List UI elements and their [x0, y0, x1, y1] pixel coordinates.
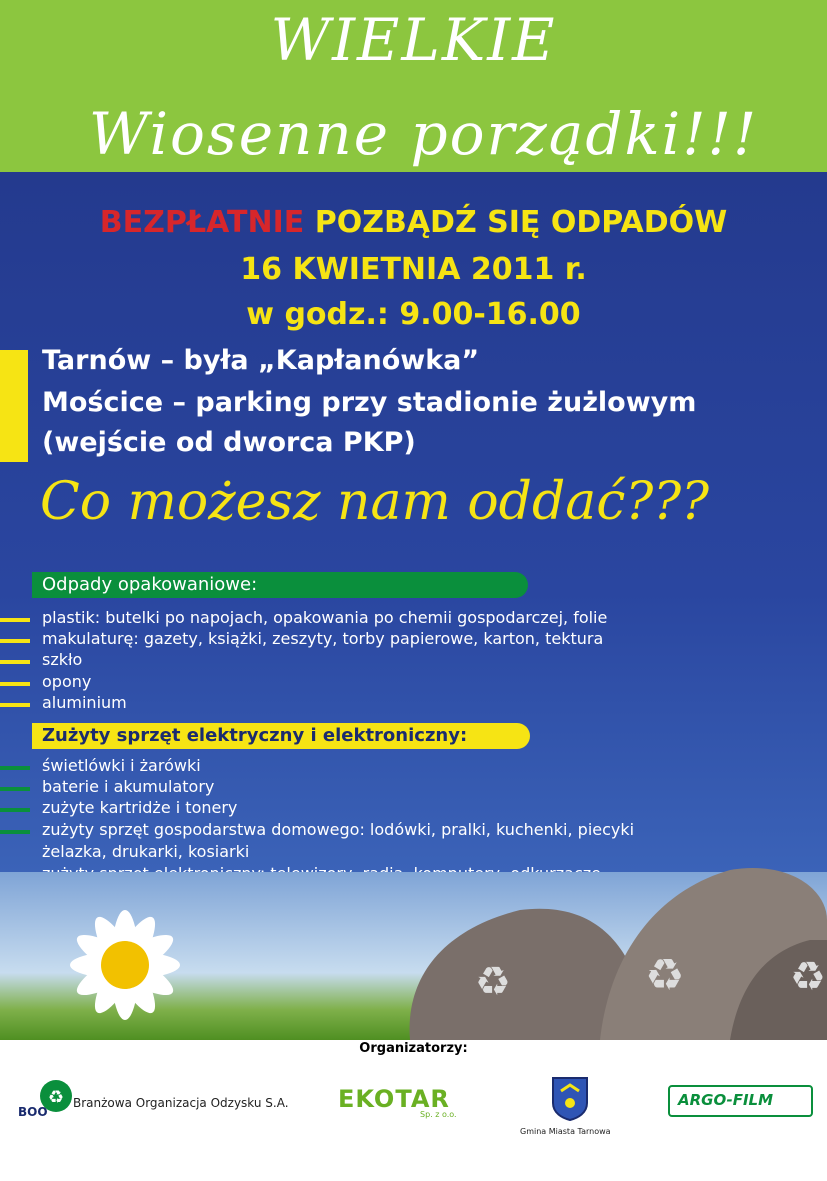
svg-text:♻: ♻	[790, 954, 826, 1000]
list-item: makulaturę: gazety, książki, zeszyty, torby papierowe, karton, tektura	[42, 629, 604, 648]
free-label: BEZPŁATNIE	[99, 205, 305, 240]
event-hours: w godz.: 9.00-16.00	[246, 297, 581, 332]
argo-film-text: ARGO-FILM	[678, 1091, 774, 1109]
bullet	[0, 682, 30, 686]
svg-text:♻: ♻	[645, 950, 685, 1001]
bullet	[0, 766, 30, 770]
list-item: zużyty sprzęt gospodarstwa domowego: lodówki, pralki, kuchenki, piecyki	[42, 820, 635, 839]
ekotar-sub: Sp. z o.o.	[420, 1110, 457, 1119]
question-heading: Co możesz nam oddać???	[40, 472, 709, 532]
list-item: opony	[42, 672, 92, 691]
list-item: szkło	[42, 650, 83, 669]
organizers-label: Organizatorzy:	[359, 1041, 468, 1056]
svg-text:♻: ♻	[48, 1087, 65, 1108]
list-item: plastik: butelki po napojach, opakowania po chemii gospodarczej, folie	[42, 608, 608, 627]
ekotar-logo: EKOTAR	[338, 1085, 450, 1113]
bullet	[0, 639, 30, 643]
bullet	[0, 808, 30, 812]
tarnow-coat-of-arms-icon	[550, 1075, 590, 1121]
daisy-flower-icon	[30, 895, 220, 1035]
svg-text:♻: ♻	[475, 959, 511, 1005]
list-item: świetlówki i żarówki	[42, 756, 201, 775]
list-item: żelazka, drukarki, kosiarki	[42, 842, 250, 861]
list-item: zużyte kartridże i tonery	[42, 798, 238, 817]
announcement-line	[0, 205, 827, 240]
list-item: aluminium	[42, 693, 127, 712]
packaging-header: Odpady opakowaniowe:	[32, 572, 528, 598]
event-date: 16 KWIETNIA 2011 r.	[240, 252, 587, 287]
trash-bags-icon	[400, 830, 827, 1040]
location-3: (wejście od dworca PKP)	[42, 427, 416, 458]
bullet	[0, 703, 30, 707]
location-2: Mościce – parking przy stadionie żużlowym	[42, 387, 697, 418]
boo-name: Branżowa Organizacja Odzysku S.A.	[73, 1096, 289, 1110]
announcement-text: POZBĄDŹ SIĘ ODPADÓW	[304, 205, 728, 240]
bullet	[0, 618, 30, 622]
title-line-1: WIELKIE	[270, 6, 557, 74]
location-1: Tarnów – była „Kapłanówka”	[42, 345, 480, 376]
bullet	[0, 830, 30, 834]
gmina-label: Gmina Miasta Tarnowa	[520, 1127, 611, 1136]
bullet	[0, 787, 30, 791]
location-marker	[0, 350, 28, 462]
electronics-header: Zużyty sprzęt elektryczny i elektroniczny:	[32, 723, 530, 749]
list-item: baterie i akumulatory	[42, 777, 215, 796]
bullet	[0, 660, 30, 664]
title-line-2: Wiosenne porządki!!!	[88, 100, 759, 168]
boo-abbr: BOO	[18, 1105, 48, 1119]
